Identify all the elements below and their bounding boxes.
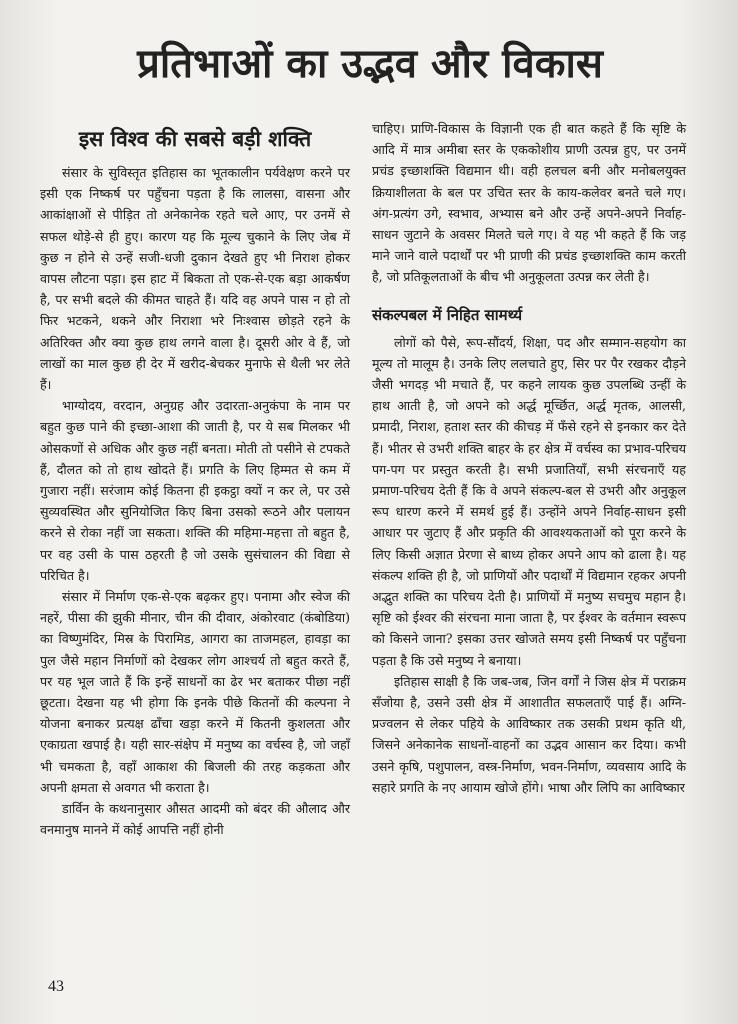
paragraph: डार्विन के कथनानुसार औसत आदमी को बंदर की औलाद और वनमानुष मानने में कोई आपत्ति नहीं होनी: [40, 801, 350, 838]
left-column: [40, 118, 350, 841]
paragraph: भाग्योदय, वरदान, अनुग्रह और उदारता-अनुकंपा के नाम पर बहुत कुछ पाने की इच्छा-आशा की जाती है, पर ये सब मिलकर भी ओसकणों से अधिक और कुछ नहीं बनता। मोती तो पसीने से टपकते हैं, दौलत को तो हाथ खोदते हैं। प्रगति के लिए हिम्मत से कम में गुजारा नहीं। सरंजाम कोई कितना ही इकट्ठा क्यों न कर ले, पर उसे सुव्यवस्थित और सुनियोजित किए बिना उसको रूठने और पलायन करने से रोका नहीं जा सकता। शक्ति की महिमा-महत्ता तो बहुत है, पर वह उसी के पास ठहरती है जो उसके सुसंचालन की विद्या से परिचित है।: [40, 398, 350, 583]
paragraph-continuation: चाहिए। प्राणि-विकास के विज्ञानी एक ही बात कहते हैं कि सृष्टि के आदि में मात्र अमीबा स्तर के एककोशीय प्राणी उत्पन्न हुए, पर उनमें प्रचंड इच्छाशक्ति विद्यमान थी। वही हलचल बनी और मनोबलयुक्त क्रियाशीलता के बल पर उचित स्तर के काय-कलेवर बनते चले गए। अंग-प्रत्यंग उगे, स्वभाव, अभ्यास बने और उन्हें अपने-अपने निर्वाह-साधन जुटाने के अवसर मिलते चले गए। वे यह भी कहते हैं कि जड़ माने जाने वाले पदार्थों पर भी प्राणी की प्रचंड इच्छाशक्ति काम करती है, जो प्रतिकूलताओं के बीच भी अनुकूलता उत्पन्न कर लेती है।: [372, 121, 686, 285]
section-heading-left: इस विश्व की सबसे बड़ी शक्ति: [78, 127, 312, 151]
paragraph: संसार के सुविस्तृत इतिहास का भूतकालीन पर्यवेक्षण करने पर इसी एक निष्कर्ष पर पहुँचना पड़ता है कि लालसा, वासना और आकांक्षाओं से पीड़ित तो अनेकानेक रहते चले आए, पर उनमें से सफल थोड़े-से ही हुए। कारण यह कि मूल्य चुकाने के लिए जेब में कुछ न होने से उन्हें सजी-धजी दुकान देखते हुए भी निराश होकर वापस लौटना पड़ा। इस हाट में बिकता तो एक-से-एक बड़ा आकर्षण है, पर सभी बदले की कीमत चाहते हैं। यदि वह अपने पास न हो तो फिर भटकने, थकने और निराशा भरे निःश्वास छोड़ते रहने के अतिरिक्त और क्या कुछ हाथ लगने वाला है। दूसरी ओर वे हैं, जो लाखों का माल कुछ ही देर में खरीद-बेचकर मुनाफे से थैली भर लेते हैं।: [40, 165, 350, 393]
right-column: [372, 118, 686, 798]
paragraph: लोगों को पैसे, रूप-सौंदर्य, शिक्षा, पद और सम्मान-सहयोग का मूल्य तो मालूम है। उनके लिए ललचाते हुए, सिर पर पैर रखकर दौड़ने जैसी भगदड़ भी मचाते हैं, पर कहने लायक कुछ उपलब्धि उन्हीं के हाथ आती है, जो अपने को अर्द्ध मूर्च्छित, अर्द्ध मृतक, आलसी, प्रमादी, निराश, हताश स्तर की कीचड़ में फँसे रहने से इनकार कर देते हैं। भीतर से उभरी शक्ति बाहर के हर क्षेत्र में वर्चस्व का प्रभाव-परिचय पग-पग पर प्रस्तुत करती है। सभी प्रजातियाँ, सभी संरचनाएँ यह प्रमाण-परिचय देती हैं कि वे अपने संकल्प-बल से उभरी और अनुकूल रूप धारण करने में समर्थ हुई हैं। उन्होंने अपने निर्वाह-साधन इसी आधार पर जुटाए हैं और प्रकृति की आवश्यकताओं को पूरा करने के लिए किसी अज्ञात प्रेरणा से बाध्य होकर अपने आप को ढाला है। यह संकल्प शक्ति ही है, जो प्राणियों और पदार्थों में विद्यमान रहकर अपनी अद्भुत शक्ति का परिचय देती है। प्राणियों में मनुष्य सचमुच महान है। सृष्टि को ईश्वर की संरचना माना जाता है, पर ईश्वर के वर्तमान स्वरूप को किसने जाना? इसका उत्तर खोजते समय इसी निष्कर्ष पर पहुँचना पड़ता है कि उसे मनुष्य ने बनाया।: [372, 334, 686, 668]
page-title: प्रतिभाओं का उद्भव और विकास: [137, 41, 603, 87]
paragraph: इतिहास साक्षी है कि जब-जब, जिन वर्गों ने जिस क्षेत्र में पराक्रम सँजोया है, उसने उसी क्षेत्र में आशातीत सफलताएँ पाई हैं। अग्नि-प्रज्वलन से लेकर पहिये के आविष्कार तक उसकी प्रथम कृति थी, जिसने अनेकानेक साधनों-वाहनों का उद्भव आसान कर दिया। कभी उसने कृषि, पशुपालन, वस्त्र-निर्माण, भवन-निर्माण, व्यवसाय आदि के सहारे प्रगति के नए आयाम खोजे होंगे। भाषा और लिपि का आविष्कार: [372, 673, 686, 795]
section-heading-right: संकल्पबल में निहित सामर्थ्य: [372, 305, 523, 324]
page-number: 43: [48, 978, 64, 995]
paragraph: संसार में निर्माण एक-से-एक बढ़कर हुए। पनामा और स्वेज की नहरें, पीसा की झुकी मीनार, चीन की दीवार, अंकोरवाट (कंबोडिया) का विष्णुमंदिर, मिस्र के पिरामिड, आगरा का ताजमहल, हावड़ा का पुल जैसे महान निर्माणों को देखकर लोग आश्चर्य तो बहुत करते हैं, पर यह भूल जाते हैं कि इन्हें साधनों का ढेर भर बताकर पीछा नहीं छूटता। देखना यह भी होगा कि इनके पीछे कितनों की कल्पना ने योजना बनाकर प्रत्यक्ष ढाँचा खड़ा करने में कितनी कुशलता और एकाग्रता खपाई है। यही सार-संक्षेप में मनुष्य का वर्चस्व है, जो जहाँ भी चमकता है, वहाँ आकाश की बिजली की तरह कड़कता और अपनी क्षमता से अवगत भी कराता है।: [40, 589, 350, 795]
